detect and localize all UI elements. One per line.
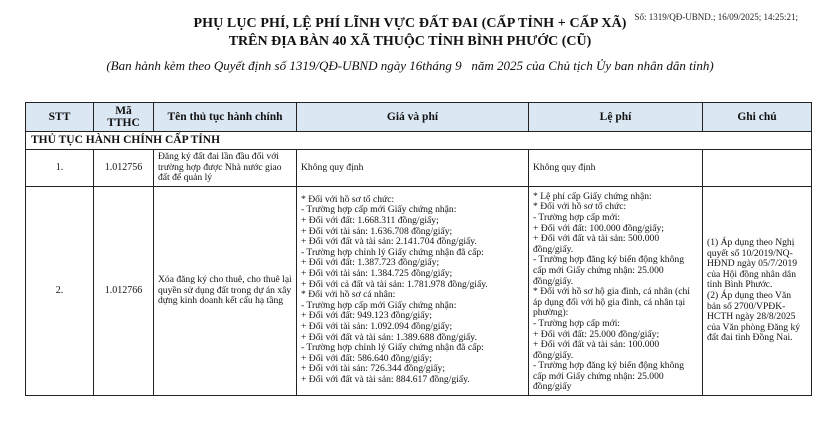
subtitle bbox=[0, 58, 820, 74]
title-line-2: TRÊN ĐỊA BÀN 40 XÃ THUỘC TỈNH BÌNH PHƯỚC (CŨ) bbox=[228, 34, 592, 49]
price-line: - Trường hợp cấp mới Giấy chứng nhận: bbox=[301, 204, 457, 216]
row-code: 1.012766 bbox=[94, 186, 154, 395]
fee-line: - Trường hợp đăng ký biến động không cấp mới Giấy chứng nhận: 25.000 đồng/giấy. bbox=[533, 254, 684, 287]
header-code-line2: TTHC bbox=[107, 117, 140, 129]
title-line-1: PHỤ LỤC PHÍ, LỆ PHÍ LĨNH VỰC ĐẤT ĐAI (CẤP TỈNH + CẤP XÃ) bbox=[193, 16, 627, 31]
fee-line: - Trường hợp cấp mới: bbox=[533, 317, 621, 329]
row-price: Không quy định bbox=[297, 150, 529, 187]
price-line: + Đối với tài sản: 1.384.725 đồng/giấy; bbox=[301, 267, 453, 279]
section-title: THỦ TỤC HÀNH CHÍNH CẤP TỈNH bbox=[26, 132, 812, 150]
subtitle-mid1: /QĐ-UBND ngày bbox=[315, 58, 406, 73]
row-fee: Không quy định bbox=[529, 150, 703, 187]
row-fee bbox=[529, 186, 703, 395]
header-price: Giá và phí bbox=[297, 103, 529, 132]
price-line: * Đối với hồ sơ cá nhân: bbox=[301, 289, 396, 301]
row-note bbox=[703, 150, 812, 187]
price-line: + Đối với đất và tài sản: 1.389.688 đồng/giấy. bbox=[301, 331, 477, 343]
header-fee: Lệ phí bbox=[529, 103, 703, 132]
fee-line: * Đối với hồ sơ tổ chức: bbox=[533, 201, 627, 213]
fee-line: + Đối với đất và tài sản: 100.000 đồng/giấy. bbox=[533, 339, 660, 361]
price-line: - Trường hợp chỉnh lý Giấy chứng nhận đã cấp: bbox=[301, 246, 484, 258]
price-line: + Đối với đất: 1.668.311 đồng/giấy; bbox=[301, 214, 439, 226]
fee-line: * Lệ phí cấp Giấy chứng nhận: bbox=[533, 190, 652, 202]
row-code: 1.012756 bbox=[94, 150, 154, 187]
price-line: - Trường hợp chỉnh lý Giấy chứng nhận đã cấp: bbox=[301, 342, 484, 354]
price-line: + Đối với đất: 1.387.723 đồng/giấy; bbox=[301, 257, 440, 269]
fee-line: - Trường hợp cấp mới: bbox=[533, 211, 621, 223]
subtitle-prefix: (Ban hành kèm theo Quyết định số bbox=[106, 58, 287, 73]
header-stt: STT bbox=[26, 103, 94, 132]
row-name: Đăng ký đất đai lần đầu đối với trường hợp được Nhà nước giao đất để quản lý bbox=[154, 150, 297, 187]
fee-line: - Trường hợp đăng ký biến động không cấp mới Giấy chứng nhận: 25.000 đồng/giấy bbox=[533, 360, 684, 393]
decision-month: 9 bbox=[455, 58, 462, 73]
section-row bbox=[26, 132, 812, 150]
fee-line: + Đối với đất: 100.000 đồng/giấy; bbox=[533, 222, 664, 234]
decision-number: 1319 bbox=[289, 58, 316, 73]
price-line: + Đối với tài sản: 726.344 đồng/giấy; bbox=[301, 363, 445, 375]
row-price bbox=[297, 186, 529, 395]
price-line: - Trường hợp cấp mới Giấy chứng nhận: bbox=[301, 299, 457, 311]
row-stt: 1. bbox=[26, 150, 94, 187]
row-stt: 2. bbox=[26, 186, 94, 395]
price-line: + Đối với cả đất và tài sản: 1.781.978 đồng/giấy. bbox=[301, 278, 488, 290]
price-line: + Đối với đất và tài sản: 2.141.704 đồng/giấy. bbox=[301, 236, 477, 248]
price-line: + Đối với tài sản: 1.092.094 đồng/giấy; bbox=[301, 320, 453, 332]
price-line: + Đối với đất: 586.640 đồng/giấy; bbox=[301, 352, 432, 364]
header-code bbox=[94, 103, 154, 132]
price-line: + Đối với đất: 949.123 đồng/giấy; bbox=[301, 310, 432, 322]
decision-day: 16 bbox=[409, 58, 423, 73]
price-line: + Đối với đất và tài sản: 884.617 đồng/giấy. bbox=[301, 373, 470, 385]
row-name: Xóa đăng ký cho thuê, cho thuê lại quyền sử dụng đất trong dự án xây dựng kinh doanh kết cấu hạ tầng bbox=[154, 186, 297, 395]
table-header-row bbox=[26, 103, 812, 132]
price-line: + Đối với tài sản: 1.636.708 đồng/giấy; bbox=[301, 225, 453, 237]
fee-line: * Đối với hồ sơ hộ gia đình, cá nhân (chỉ áp dụng đối với hộ gia đình, cá nhân tại phường): bbox=[533, 286, 690, 319]
header-note: Ghi chú bbox=[703, 103, 812, 132]
subtitle-suffix: năm 2025 của Chủ tịch Ủy ban nhân dân tỉnh) bbox=[471, 58, 714, 73]
table-row bbox=[26, 150, 812, 187]
fee-table bbox=[25, 102, 812, 396]
document-stamp: Số: 1319/QĐ-UBND.; 16/09/2025; 14:25:21; bbox=[634, 12, 798, 22]
row-note bbox=[703, 186, 812, 395]
header-name: Tên thủ tục hành chính bbox=[154, 103, 297, 132]
fee-line: + Đối với đất: 25.000 đồng/giấy; bbox=[533, 328, 660, 340]
price-line: * Đối với hồ sơ tổ chức: bbox=[301, 193, 395, 205]
note-line: (2) Áp dụng theo Văn bản số 2700/VPĐK-HCTH ngày 28/8/2025 của Văn phòng Đăng ký đất đai tỉnh Đồng Nai. bbox=[707, 289, 801, 344]
subtitle-mid2: tháng bbox=[422, 58, 452, 73]
fee-line: + Đối với đất và tài sản: 500.000 đồng/giấy. bbox=[533, 233, 660, 255]
note-line: (1) Áp dụng theo Nghị quyết số 10/2019/NQ-HĐND ngày 05/7/2019 của Hội đồng nhân dân tỉnh Bình Phước. bbox=[707, 236, 798, 291]
header-code-line1: Mã bbox=[115, 105, 132, 117]
table-row bbox=[26, 186, 812, 395]
